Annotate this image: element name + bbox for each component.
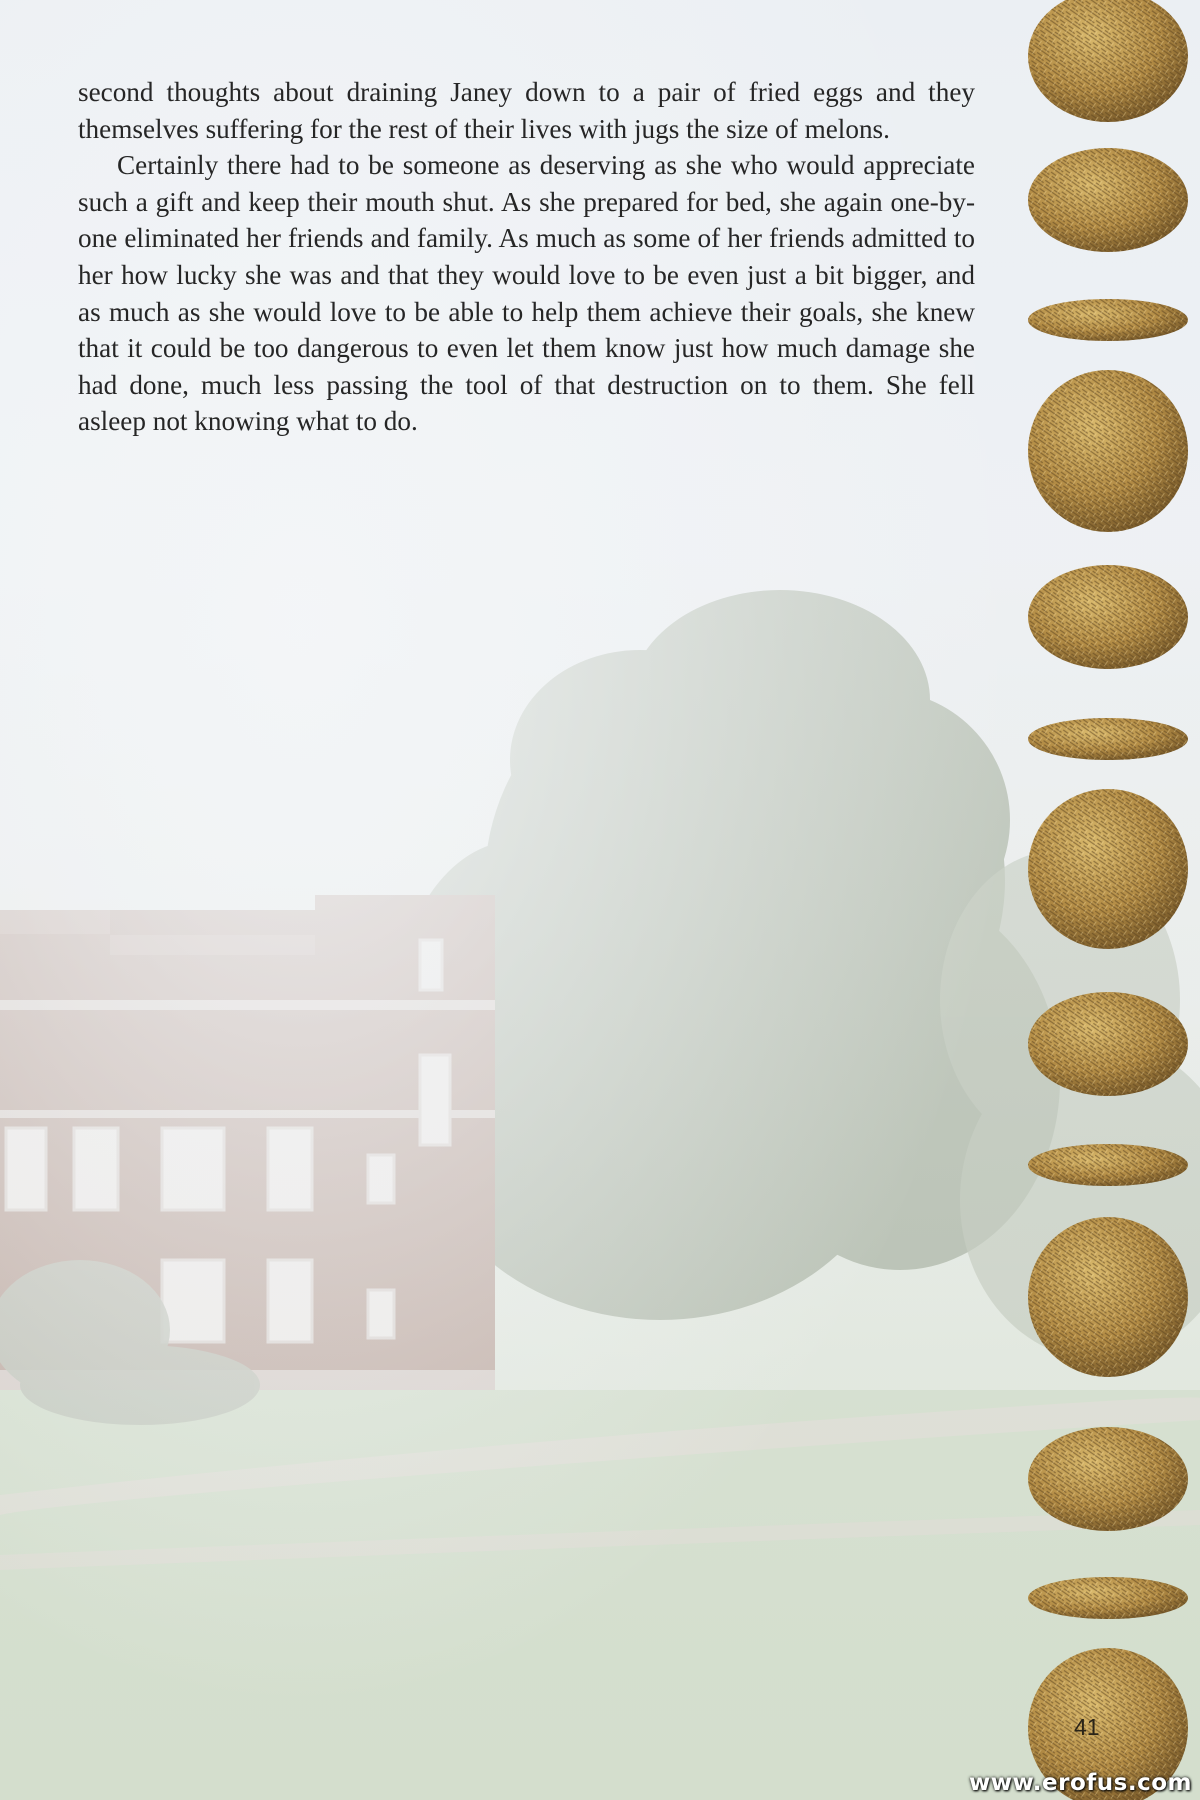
paragraph-2: Certainly there had to be someone as deserving as she who would appreciate such a gift and keep their mouth shut. As she prepared for bed, she again one-by-one eliminated her friends and family. As much as some of her friends admitted to her how lucky she was and that they would love to be even just a bit bigger, and as much as she would love to be able to help them achieve their goals, she knew that it could be too dangerous to even let them know just how much damage she had done, much less passing the tool of that destruction on to them. She fell asleep not knowing what to do. [78, 150, 975, 437]
page-number: 41 [1074, 1714, 1100, 1740]
story-text [78, 74, 975, 440]
coin-edge [1028, 1144, 1188, 1186]
coin-border [1025, 0, 1190, 1800]
coin-tilted [1028, 148, 1188, 252]
coin-edge [1028, 299, 1188, 341]
coin-edge [1028, 718, 1188, 760]
coin-full [1028, 789, 1188, 949]
coin-tilted [1028, 565, 1188, 669]
coin-full [1028, 370, 1188, 532]
coin-tilted [1028, 1427, 1188, 1531]
watermark: www.erofus.com [969, 1770, 1192, 1796]
coin-full [1028, 0, 1188, 122]
coin-full [1028, 1217, 1188, 1377]
paragraph-1: second thoughts about draining Janey down to a pair of fried eggs and they themselves suffering for the rest of their lives with jugs the size of melons. [78, 77, 975, 144]
coin-tilted [1028, 992, 1188, 1096]
coin-edge [1028, 1577, 1188, 1619]
